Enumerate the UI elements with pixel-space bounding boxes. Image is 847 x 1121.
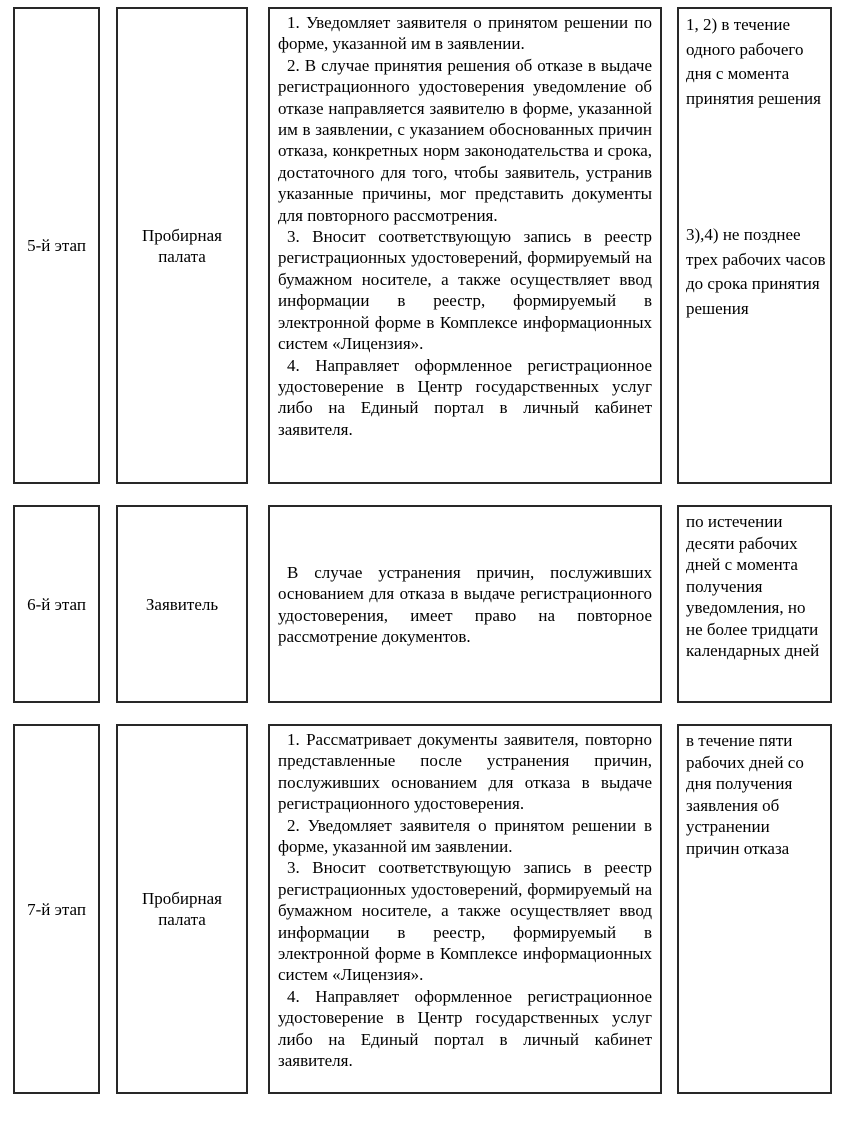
timing-note: по истечении десяти рабочих дней с момента получения уведомления, но не более тридцати календарных дней — [686, 512, 820, 660]
timing-cell — [677, 7, 832, 484]
action-paragraph: 4. Направляет оформленное регистрационное удостоверение в Центр государственных услуг либо на Единый портал в личный кабинет заявителя. — [278, 355, 652, 439]
action-paragraph: 2. В случае принятия решения об отказе в выдаче регистрационного удостоверения уведомление об отказе направляется заявителю в форме, указанной им в заявлении, с указанием обоснованных причин отказа, конкретных норм законодательства и срока, достаточного для того, чтобы заявитель, устранив указанные причины, мог представить документы для повторного рассмотрения. — [278, 55, 652, 225]
timing-note: в течение пяти рабочих дней со дня получения заявления об устранении причин отказа — [686, 731, 804, 858]
action-paragraph: 4. Направляет оформленное регистрационное удостоверение в Центр государственных услуг либо на Единый портал в личный кабинет заявителя. — [278, 986, 652, 1071]
action-paragraph: 1. Рассматривает документы заявителя, повторно представленные после устранения причин, послуживших основанием для отказа в выдаче регистрационного удостоверения. — [278, 730, 652, 814]
actions-cell — [268, 7, 662, 484]
stage-cell — [13, 7, 100, 484]
stage-label: 7-й этап — [27, 899, 86, 919]
actions-cell — [268, 505, 662, 703]
timing-note: 1, 2) в течение одного рабочего дня с момента принятия решения — [686, 15, 821, 108]
action-paragraph: 1. Уведомляет заявителя о принятом решении по форме, указанной им в заявлении. — [278, 13, 652, 54]
action-paragraph: В случае устранения причин, послуживших основанием для отказа в выдаче регистрационного удостоверения, имеет право на повторное рассмотрение документов. — [278, 562, 652, 646]
actor-label: Пробирная палата — [142, 225, 222, 266]
actor-cell — [116, 7, 248, 484]
actor-label: Пробирная палата — [142, 889, 222, 929]
actions-cell — [268, 724, 662, 1094]
table-row-stage-5 — [0, 7, 847, 484]
actor-cell — [116, 505, 248, 703]
action-paragraph: 2. Уведомляет заявителя о принятом решении в форме, указанной им заявлении. — [278, 815, 652, 857]
stage-cell — [13, 724, 100, 1094]
table-row-stage-6 — [0, 505, 847, 703]
stage-label: 6-й этап — [27, 594, 86, 614]
timing-note: 3),4) не позднее трех рабочих часов до срока принятия решения — [686, 225, 826, 318]
actor-cell — [116, 724, 248, 1094]
action-paragraph: 3. Вносит соответствующую запись в реестр регистрационных удостоверений, формируемый на бумажном носителе, а также осуществляет ввод информации в реестр, формируемый в электронной форме в Комплексе информационных систем «Лицензия». — [278, 858, 652, 985]
table-row-stage-7 — [0, 724, 847, 1094]
stage-label: 5-й этап — [27, 236, 86, 255]
timing-cell — [677, 505, 832, 703]
timing-cell — [677, 724, 832, 1094]
action-paragraph: 3. Вносит соответствующую запись в реестр регистрационных удостоверений, формируемый на бумажном носителе, а также осуществляет ввод информации в реестр, формируемый в электронной форме в Комплексе информационных систем «Лицензия». — [278, 227, 652, 354]
stage-cell — [13, 505, 100, 703]
actor-label: Заявитель — [145, 594, 219, 614]
